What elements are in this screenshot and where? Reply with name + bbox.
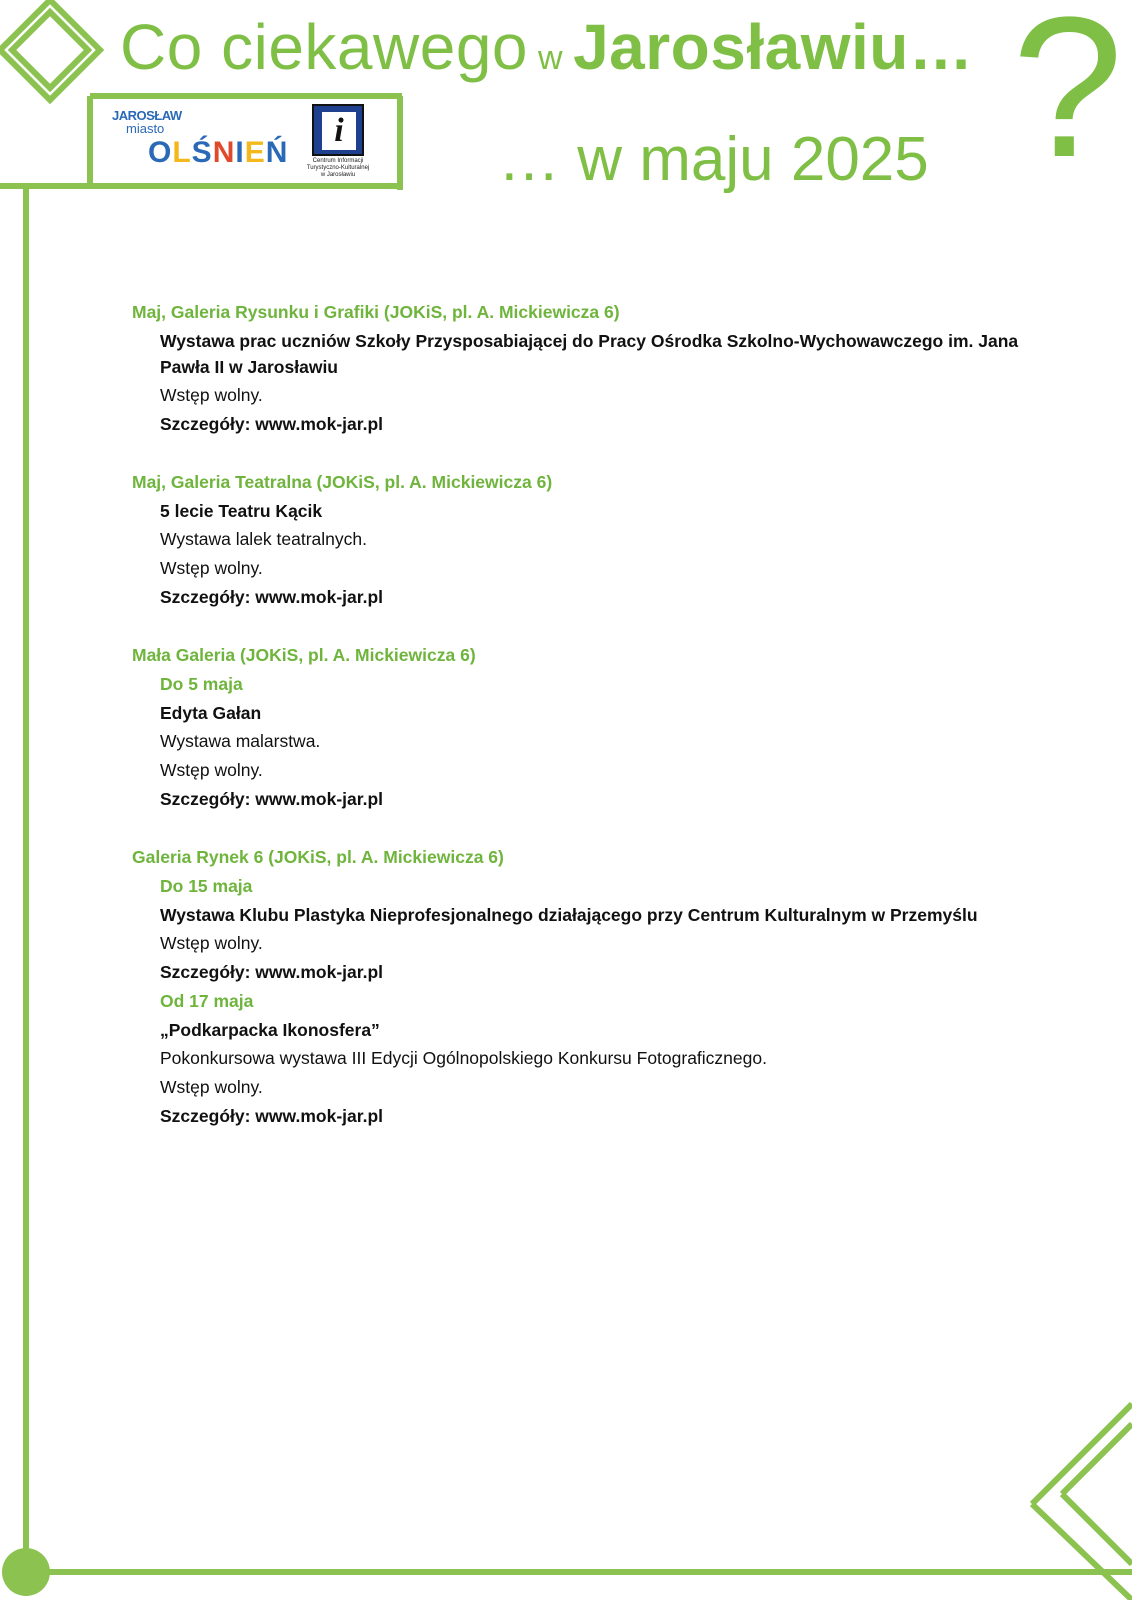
event-details-link[interactable]: Szczegóły: www.mok-jar.pl bbox=[160, 1106, 384, 1126]
info-icon bbox=[312, 104, 364, 156]
section-galeria-rysunku bbox=[132, 298, 1032, 439]
venue-heading: Maj, Galeria Teatralna (JOKiS, pl. A. Mickiewicza 6) bbox=[132, 472, 553, 492]
events-list bbox=[132, 298, 1032, 1160]
event-entry: Wstęp wolny. bbox=[160, 760, 263, 780]
venue-heading: Galeria Rynek 6 (JOKiS, pl. A. Mickiewicza 6) bbox=[132, 847, 504, 867]
page-title bbox=[120, 10, 973, 84]
event-title: 5 lecie Teatru Kącik bbox=[160, 501, 323, 521]
event-entry: Wstęp wolny. bbox=[160, 933, 263, 953]
page-subtitle: … w maju 2025 bbox=[498, 125, 929, 194]
info-logo-caption: Centrum Informacji Turystyczno-Kulturalnej w Jarosławiu bbox=[306, 158, 370, 178]
info-letter: i bbox=[322, 112, 356, 150]
event-date: Do 15 maja bbox=[160, 876, 253, 896]
event-details-link[interactable]: Szczegóły: www.mok-jar.pl bbox=[160, 587, 384, 607]
city-logo-line1: JAROSŁAW bbox=[112, 108, 182, 123]
city-logo bbox=[112, 108, 289, 180]
diagonal-2 bbox=[1062, 1424, 1132, 1494]
title-part3: Jarosławiu… bbox=[573, 11, 974, 83]
event-description: Wystawa malarstwa. bbox=[160, 731, 321, 751]
venue-heading: Maj, Galeria Rysunku i Grafiki (JOKiS, pl. A. Mickiewicza 6) bbox=[132, 302, 620, 322]
section-galeria-teatralna bbox=[132, 468, 1032, 612]
event-title: „Podkarpacka Ikonosfera” bbox=[160, 1020, 380, 1040]
event-title: Wystawa Klubu Plastyka Nieprofesjonalnego działającego przy Centrum Kulturalnym w Przemyślu bbox=[160, 905, 978, 925]
city-logo-line3: OLŚNIEŃ bbox=[148, 136, 289, 169]
event-date: Od 17 maja bbox=[160, 991, 254, 1011]
title-part1: Co ciekawego bbox=[120, 11, 528, 83]
event-entry: Wstęp wolny. bbox=[160, 558, 263, 578]
venue-heading: Mała Galeria (JOKiS, pl. A. Mickiewicza 6) bbox=[132, 645, 476, 665]
event-details-link[interactable]: Szczegóły: www.mok-jar.pl bbox=[160, 414, 384, 434]
event-title: Edyta Gałan bbox=[160, 703, 262, 723]
question-mark-decoration: ? bbox=[1012, 0, 1124, 199]
diagonal-4 bbox=[1062, 1494, 1132, 1564]
section-mala-galeria bbox=[132, 641, 1032, 814]
info-center-logo bbox=[306, 100, 370, 178]
diagonal-1 bbox=[1032, 1404, 1132, 1504]
event-details-link[interactable]: Szczegóły: www.mok-jar.pl bbox=[160, 962, 384, 982]
event-entry: Wstęp wolny. bbox=[160, 385, 263, 405]
event-title: Wystawa prac uczniów Szkoły Przysposabiającej do Pracy Ośrodka Szkolno-Wychowawczego im. Jana Pawła II w Jarosławiu bbox=[160, 331, 1019, 377]
event-description: Pokonkursowa wystawa III Edycji Ogólnopolskiego Konkursu Fotograficznego. bbox=[160, 1048, 767, 1068]
section-galeria-rynek bbox=[132, 843, 1032, 1131]
title-part2: w bbox=[538, 39, 564, 77]
bottom-left-dot bbox=[2, 1548, 50, 1596]
city-logo-line2: miasto bbox=[126, 121, 165, 136]
event-entry: Wstęp wolny. bbox=[160, 1077, 263, 1097]
event-details-link[interactable]: Szczegóły: www.mok-jar.pl bbox=[160, 789, 384, 809]
event-date: Do 5 maja bbox=[160, 674, 243, 694]
event-description: Wystawa lalek teatralnych. bbox=[160, 529, 368, 549]
